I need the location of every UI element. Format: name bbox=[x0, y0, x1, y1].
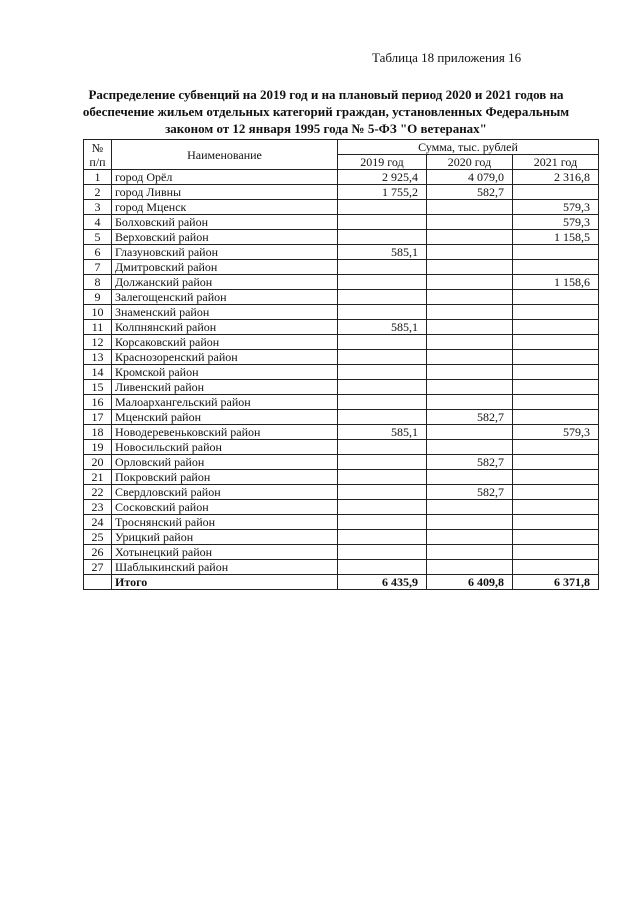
value-2019 bbox=[338, 350, 427, 365]
value-2020: 582,7 bbox=[427, 455, 513, 470]
row-name: Мценский район bbox=[112, 410, 338, 425]
row-name: Болховский район bbox=[112, 215, 338, 230]
row-name: Глазуновский район bbox=[112, 245, 338, 260]
value-2019 bbox=[338, 515, 427, 530]
appendix-reference: Таблица 18 приложения 16 bbox=[372, 50, 522, 65]
total-2019: 6 435,9 bbox=[338, 575, 427, 590]
row-number: 1 bbox=[84, 170, 112, 185]
value-2021 bbox=[513, 395, 599, 410]
subsidy-table bbox=[83, 139, 599, 590]
value-2020 bbox=[427, 245, 513, 260]
value-2021 bbox=[513, 380, 599, 395]
value-2020 bbox=[427, 230, 513, 245]
value-2020 bbox=[427, 545, 513, 560]
value-2020: 582,7 bbox=[427, 185, 513, 200]
row-name: город Орёл bbox=[112, 170, 338, 185]
row-number: 21 bbox=[84, 470, 112, 485]
row-name: Покровский район bbox=[112, 470, 338, 485]
value-2021 bbox=[513, 515, 599, 530]
row-name: Дмитровский район bbox=[112, 260, 338, 275]
value-2021 bbox=[513, 185, 599, 200]
row-number: 25 bbox=[84, 530, 112, 545]
value-2021 bbox=[513, 485, 599, 500]
header-sum: Сумма, тыс. рублей bbox=[338, 140, 599, 155]
value-2021 bbox=[513, 545, 599, 560]
document-title: Распределение субвенций на 2019 год и на плановый период 2020 и 2021 годов на обеспечение жильем отдельных категорий граждан, установленных Федеральным законом от 12 января 1995 года № 5-ФЗ "О ветеранах" bbox=[82, 87, 570, 136]
table-row bbox=[84, 260, 599, 275]
row-name: Шаблыкинский район bbox=[112, 560, 338, 575]
row-name: Верховский район bbox=[112, 230, 338, 245]
value-2020 bbox=[427, 260, 513, 275]
row-number: 14 bbox=[84, 365, 112, 380]
value-2021 bbox=[513, 350, 599, 365]
value-2020 bbox=[427, 365, 513, 380]
value-2020: 582,7 bbox=[427, 485, 513, 500]
value-2020 bbox=[427, 560, 513, 575]
table-row bbox=[84, 530, 599, 545]
value-2019 bbox=[338, 290, 427, 305]
table-row bbox=[84, 230, 599, 245]
header-year-2019: 2019 год bbox=[338, 155, 427, 170]
value-2019 bbox=[338, 440, 427, 455]
value-2020 bbox=[427, 530, 513, 545]
row-number: 2 bbox=[84, 185, 112, 200]
value-2020 bbox=[427, 200, 513, 215]
row-name: Хотынецкий район bbox=[112, 545, 338, 560]
total-row bbox=[84, 575, 599, 590]
total-2020: 6 409,8 bbox=[427, 575, 513, 590]
value-2019 bbox=[338, 530, 427, 545]
table-row bbox=[84, 245, 599, 260]
value-2019: 1 755,2 bbox=[338, 185, 427, 200]
row-name: Сосковский район bbox=[112, 500, 338, 515]
value-2020 bbox=[427, 380, 513, 395]
value-2021 bbox=[513, 560, 599, 575]
value-2021 bbox=[513, 335, 599, 350]
header-name: Наименование bbox=[112, 140, 338, 170]
row-name: Корсаковский район bbox=[112, 335, 338, 350]
row-number: 24 bbox=[84, 515, 112, 530]
value-2020 bbox=[427, 350, 513, 365]
table-row bbox=[84, 500, 599, 515]
table-row bbox=[84, 335, 599, 350]
value-2019 bbox=[338, 365, 427, 380]
value-2021: 1 158,6 bbox=[513, 275, 599, 290]
value-2020 bbox=[427, 515, 513, 530]
row-number: 7 bbox=[84, 260, 112, 275]
table-row bbox=[84, 200, 599, 215]
header-year-2021: 2021 год bbox=[513, 155, 599, 170]
table-row bbox=[84, 515, 599, 530]
table-row bbox=[84, 320, 599, 335]
row-number: 8 bbox=[84, 275, 112, 290]
row-name: Ливенский район bbox=[112, 380, 338, 395]
value-2019 bbox=[338, 275, 427, 290]
value-2019: 2 925,4 bbox=[338, 170, 427, 185]
value-2020 bbox=[427, 215, 513, 230]
value-2019 bbox=[338, 200, 427, 215]
table-row bbox=[84, 305, 599, 320]
value-2020 bbox=[427, 395, 513, 410]
value-2020 bbox=[427, 500, 513, 515]
row-name: Урицкий район bbox=[112, 530, 338, 545]
value-2020 bbox=[427, 305, 513, 320]
value-2019 bbox=[338, 410, 427, 425]
value-2021: 1 158,5 bbox=[513, 230, 599, 245]
value-2021: 2 316,8 bbox=[513, 170, 599, 185]
header-number-symbol: № bbox=[91, 140, 104, 155]
row-number: 12 bbox=[84, 335, 112, 350]
row-number: 16 bbox=[84, 395, 112, 410]
value-2019 bbox=[338, 560, 427, 575]
value-2019 bbox=[338, 485, 427, 500]
table-row bbox=[84, 290, 599, 305]
table-body bbox=[84, 170, 599, 590]
row-number: 3 bbox=[84, 200, 112, 215]
row-number: 6 bbox=[84, 245, 112, 260]
value-2021 bbox=[513, 500, 599, 515]
value-2021 bbox=[513, 290, 599, 305]
value-2020 bbox=[427, 440, 513, 455]
value-2019 bbox=[338, 260, 427, 275]
row-name: город Мценск bbox=[112, 200, 338, 215]
table-row bbox=[84, 365, 599, 380]
table-row bbox=[84, 170, 599, 185]
row-number: 26 bbox=[84, 545, 112, 560]
table-row bbox=[84, 440, 599, 455]
header-number-pp: п/п bbox=[89, 154, 106, 169]
row-name: Колпнянский район bbox=[112, 320, 338, 335]
row-number: 11 bbox=[84, 320, 112, 335]
table-row bbox=[84, 560, 599, 575]
table-row bbox=[84, 485, 599, 500]
value-2019: 585,1 bbox=[338, 245, 427, 260]
value-2019 bbox=[338, 380, 427, 395]
row-number: 15 bbox=[84, 380, 112, 395]
row-number: 20 bbox=[84, 455, 112, 470]
value-2020 bbox=[427, 320, 513, 335]
row-number: 19 bbox=[84, 440, 112, 455]
table-row bbox=[84, 380, 599, 395]
value-2019: 585,1 bbox=[338, 425, 427, 440]
value-2021: 579,3 bbox=[513, 215, 599, 230]
total-number bbox=[84, 575, 112, 590]
value-2021 bbox=[513, 470, 599, 485]
row-name: Новосильский район bbox=[112, 440, 338, 455]
value-2021 bbox=[513, 245, 599, 260]
row-name: Кромской район bbox=[112, 365, 338, 380]
row-number: 9 bbox=[84, 290, 112, 305]
value-2019 bbox=[338, 230, 427, 245]
row-number: 13 bbox=[84, 350, 112, 365]
row-name: Залегощенский район bbox=[112, 290, 338, 305]
row-name: Орловский район bbox=[112, 455, 338, 470]
table-row bbox=[84, 425, 599, 440]
row-number: 5 bbox=[84, 230, 112, 245]
value-2021: 579,3 bbox=[513, 200, 599, 215]
row-name: Должанский район bbox=[112, 275, 338, 290]
header-year-2020: 2020 год bbox=[427, 155, 513, 170]
value-2021: 579,3 bbox=[513, 425, 599, 440]
table-row bbox=[84, 410, 599, 425]
value-2020 bbox=[427, 290, 513, 305]
value-2021 bbox=[513, 440, 599, 455]
row-number: 4 bbox=[84, 215, 112, 230]
table-row bbox=[84, 395, 599, 410]
value-2019 bbox=[338, 215, 427, 230]
value-2021 bbox=[513, 260, 599, 275]
row-number: 22 bbox=[84, 485, 112, 500]
table-row bbox=[84, 215, 599, 230]
row-name: Троснянский район bbox=[112, 515, 338, 530]
row-name: город Ливны bbox=[112, 185, 338, 200]
value-2019 bbox=[338, 545, 427, 560]
value-2021 bbox=[513, 365, 599, 380]
row-number: 18 bbox=[84, 425, 112, 440]
value-2020 bbox=[427, 470, 513, 485]
value-2021 bbox=[513, 530, 599, 545]
total-label: Итого bbox=[112, 575, 338, 590]
table-row bbox=[84, 185, 599, 200]
table-row bbox=[84, 275, 599, 290]
row-name: Малоархангельский район bbox=[112, 395, 338, 410]
value-2020 bbox=[427, 275, 513, 290]
value-2020 bbox=[427, 425, 513, 440]
value-2019 bbox=[338, 305, 427, 320]
row-number: 27 bbox=[84, 560, 112, 575]
value-2021 bbox=[513, 455, 599, 470]
value-2019 bbox=[338, 455, 427, 470]
value-2019: 585,1 bbox=[338, 320, 427, 335]
table-row bbox=[84, 350, 599, 365]
value-2019 bbox=[338, 395, 427, 410]
row-name: Свердловский район bbox=[112, 485, 338, 500]
value-2019 bbox=[338, 335, 427, 350]
row-name: Краснозоренский район bbox=[112, 350, 338, 365]
value-2020 bbox=[427, 335, 513, 350]
value-2021 bbox=[513, 320, 599, 335]
value-2021 bbox=[513, 410, 599, 425]
row-name: Знаменский район bbox=[112, 305, 338, 320]
total-2021: 6 371,8 bbox=[513, 575, 599, 590]
value-2020: 4 079,0 bbox=[427, 170, 513, 185]
row-number: 10 bbox=[84, 305, 112, 320]
value-2019 bbox=[338, 500, 427, 515]
row-number: 23 bbox=[84, 500, 112, 515]
value-2020: 582,7 bbox=[427, 410, 513, 425]
row-name: Новодеревеньковский район bbox=[112, 425, 338, 440]
value-2019 bbox=[338, 470, 427, 485]
header-number bbox=[84, 140, 112, 170]
row-number: 17 bbox=[84, 410, 112, 425]
value-2021 bbox=[513, 305, 599, 320]
table-row bbox=[84, 470, 599, 485]
table-row bbox=[84, 455, 599, 470]
table-row bbox=[84, 545, 599, 560]
